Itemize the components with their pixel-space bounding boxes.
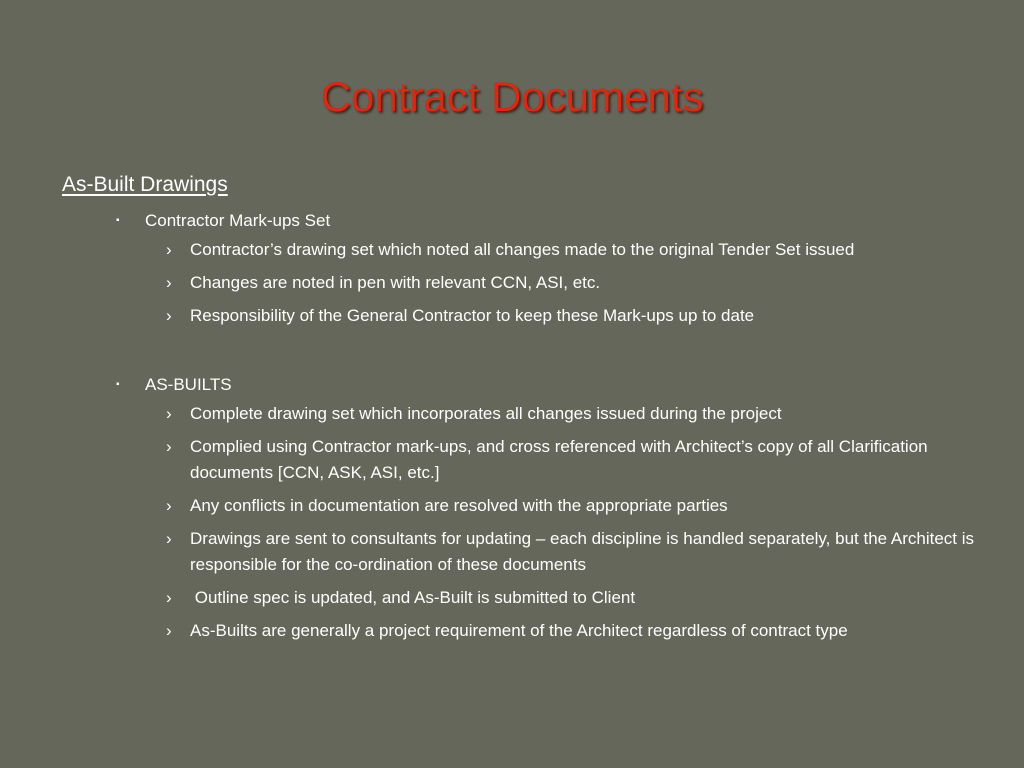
chevron-bullet-icon: › — [166, 588, 172, 607]
chevron-bullet-icon: › — [166, 529, 172, 548]
sub-bullet — [62, 585, 982, 611]
chevron-bullet-icon: › — [166, 437, 172, 456]
slide-content — [62, 170, 982, 651]
bullet-level1 — [62, 204, 982, 237]
sub-bullet-text: Complied using Contractor mark-ups, and cross referenced with Architect’s copy of all Clarification documents [CCN, ASK, ASI, etc.] — [190, 437, 928, 482]
sub-bullet — [62, 303, 982, 329]
sub-bullet-text: Responsibility of the General Contractor to keep these Mark-ups up to date — [190, 306, 755, 325]
square-bullet-icon: ▪ — [116, 379, 120, 390]
sub-bullet — [62, 526, 982, 578]
sub-bullet-text: Complete drawing set which incorporates all changes issued during the project — [190, 404, 782, 423]
chevron-bullet-icon: › — [166, 404, 172, 423]
sub-bullet-text: Changes are noted in pen with relevant CCN, ASI, etc. — [190, 273, 601, 292]
section-as-builts — [62, 368, 982, 644]
square-bullet-icon: ▪ — [116, 215, 120, 226]
sub-bullet-text: As-Builts are generally a project requirement of the Architect regardless of contract type — [190, 621, 848, 640]
chevron-bullet-icon: › — [166, 240, 172, 259]
bullet-label: AS-BUILTS — [145, 375, 232, 394]
chevron-bullet-icon: › — [166, 306, 172, 325]
chevron-bullet-icon: › — [166, 621, 172, 640]
sub-bullet — [62, 434, 982, 486]
sub-bullet-text: Outline spec is updated, and As-Built is submitted to Client — [190, 588, 636, 607]
slide-title: Contract Documents — [320, 73, 704, 120]
sub-bullet — [62, 493, 982, 519]
sub-bullet — [62, 270, 982, 296]
sub-bullet-text: Drawings are sent to consultants for updating – each discipline is handled separately, but the Architect is responsible for the co-ordination of these documents — [190, 529, 975, 574]
bullet-level1 — [62, 368, 982, 401]
sub-bullet-text: Any conflicts in documentation are resolved with the appropriate parties — [190, 496, 728, 515]
bullet-label: Contractor Mark-ups Set — [145, 211, 331, 230]
sub-bullet-text: Contractor’s drawing set which noted all changes made to the original Tender Set issued — [190, 240, 855, 259]
sub-bullet — [62, 401, 982, 427]
sub-bullet — [62, 618, 982, 644]
chevron-bullet-icon: › — [166, 273, 172, 292]
spacer — [62, 336, 982, 368]
section-heading: As-Built Drawings — [62, 173, 228, 196]
section-contractor-markups — [62, 204, 982, 329]
chevron-bullet-icon: › — [166, 496, 172, 515]
sub-bullet — [62, 237, 982, 263]
